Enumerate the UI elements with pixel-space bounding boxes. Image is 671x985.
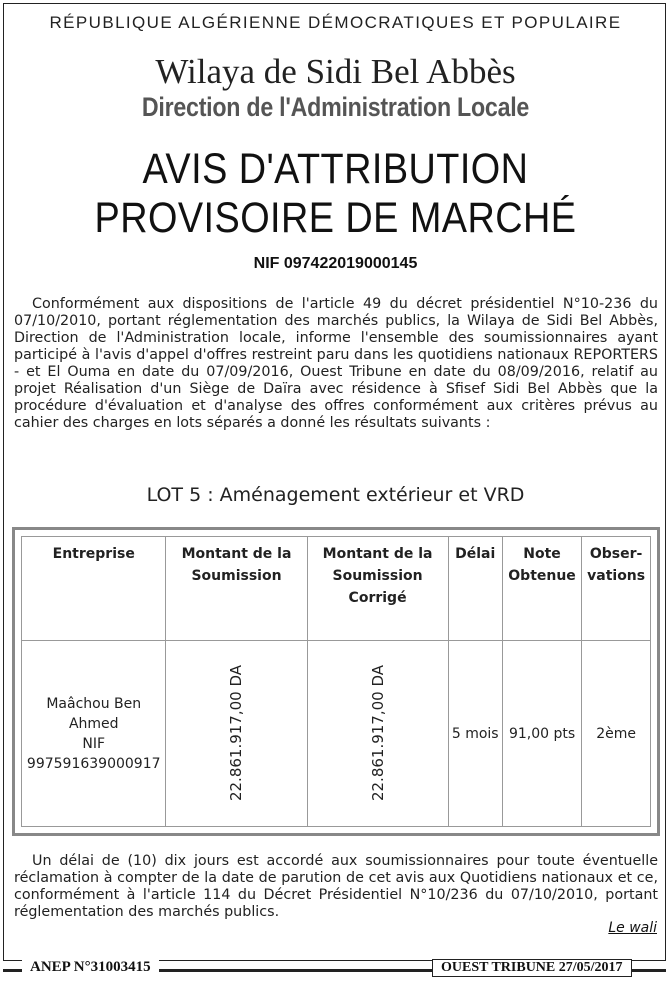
table-header-row (22, 537, 651, 641)
header-note: Note Obtenue (502, 537, 581, 641)
notice-title-line1: AVIS D'ATTRIBUTION (142, 145, 529, 193)
direction-name: Direction de l'Administration Locale (141, 92, 530, 122)
wilaya-name: Wilaya de Sidi Bel Abbès (155, 52, 516, 91)
republic-header: RÉPUBLIQUE ALGÉRIENNE DÉMOCRATIQUES ET POPULAIRE (49, 13, 622, 32)
signature: Le wali (608, 920, 657, 936)
montant-corrige-value: 22.861.917,00 DA (368, 664, 387, 802)
cell-montant (166, 641, 307, 827)
results-table (21, 536, 651, 827)
header-montant-corrige: Montant de la Soumission Corrigé (307, 537, 448, 641)
results-table-frame (12, 527, 660, 836)
anep-number: ANEP N°31003415 (22, 959, 159, 976)
intro-paragraph: Conformément aux dispositions de l'article 49 du décret présidentiel N°10-236 du 07/10/2010, portant réglementation des marchés publics, la Wilaya de Sidi Bel Abbès, Direction de l'Administration locale, informe l'ensemble des soumissionnaires ayant participé à l'avis d'appel d'offres restreint paru dans les quotidiens nationaux REPORTERS - et El Ouma en date du 07/09/2016, Ouest Tribune en date du 08/09/2016, relatif au projet Réalisation d'un Siège de Daïra avec résidence à Sfisef Sidi Bel Abbès que la procédure d'évaluation et d'analyse des offres conformément aux critères prévus au cahier des charges en lots séparés a donné les résultats suivants : (14, 296, 658, 431)
cell-observations: 2ème (582, 641, 651, 827)
cell-entreprise (22, 641, 166, 827)
header-observations: Obser-vations (582, 537, 651, 641)
montant-value: 22.861.917,00 DA (227, 664, 246, 802)
cell-delai: 5 mois (448, 641, 502, 827)
closing-paragraph: Un délai de (10) dix jours est accordé aux soumissionnaires pour toute éventuelle réclamation à compter de la date de parution de cet avis aux Quotidiens nationaux et ce, conformément à l'article 114 du Décret Présidentiel N°10/236 du 07/10/2010, portant réglementation des marchés publics. (14, 853, 658, 920)
cell-montant-corrige (307, 641, 448, 827)
cell-note: 91,00 pts (502, 641, 581, 827)
lot-title: LOT 5 : Aménagement extérieur et VRD (146, 484, 525, 506)
newspaper-date: OUEST TRIBUNE 27/05/2017 (432, 959, 632, 977)
nif-number: NIF 097422019000145 (253, 255, 418, 272)
notice-title-line2: PROVISOIRE DE MARCHÉ (94, 194, 577, 242)
entreprise-nif-label: NIF (82, 735, 106, 752)
header-montant: Montant de la Soumission (166, 537, 307, 641)
header-delai: Délai (448, 537, 502, 641)
header-entreprise: Entreprise (22, 537, 166, 641)
entreprise-nif: 997591639000917 (26, 755, 161, 772)
entreprise-name: Maâchou Ben Ahmed (46, 695, 142, 732)
table-row (22, 641, 651, 827)
